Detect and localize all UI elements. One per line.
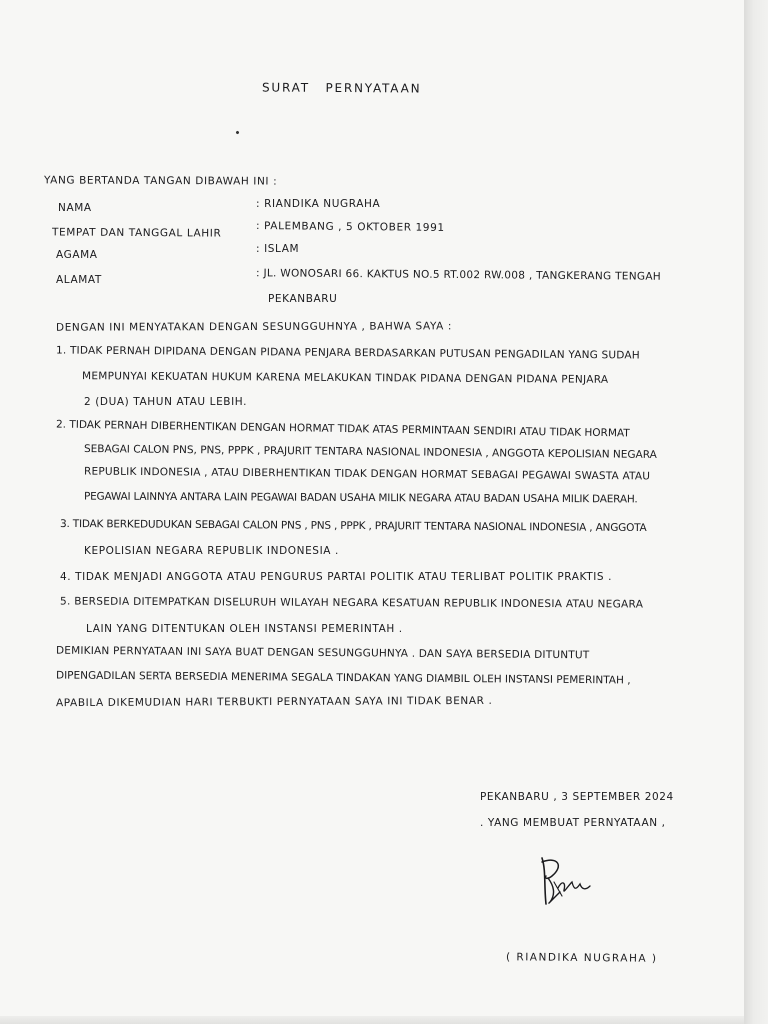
closing-line-3: APABILA DIKEMUDIAN HARI TERBUKTI PERNYATAAN SAYA INI TIDAK BENAR . (55, 694, 493, 710)
closing-line-2: DIPENGADILAN SERTA BERSEDIA MENERIMA SEGALA TINDAKAN YANG DIAMBIL OLEH INSTANSI PEMERINTAH , (55, 669, 631, 687)
nama-value: : RIANDIKA NUGRAHA (256, 198, 381, 210)
maker-label: . YANG MEMBUAT PERNYATAAN , (480, 817, 666, 829)
point-2-line-3: REPUBLIK INDONESIA , ATAU DIBERHENTIKAN TIDAK DENGAN HORMAT SEBAGAI PEGAWAI SWASTA ATAU (83, 465, 651, 483)
point-5-line-1: 5. BERSEDIA DITEMPATKAN DISELURUH WILAYAH NEGARA KESATUAN REPUBLIK INDONESIA ATAU NEGARA (59, 595, 644, 611)
agama-label: AGAMA (56, 249, 98, 261)
point-3-line-2: KEPOLISIAN NEGARA REPUBLIK INDONESIA . (84, 545, 339, 557)
point-2-line-1: 2. TIDAK PERNAH DIBERHENTIKAN DENGAN HORMAT TIDAK ATAS PERMINTAAN SENDIRI ATAU TIDAK HORMAT (55, 418, 630, 440)
point-4-line-1: 4. TIDAK MENJADI ANGGOTA ATAU PENGURUS PARTAI POLITIK ATAU TERLIBAT POLITIK PRAKTIS . (60, 571, 613, 583)
point-1-line-3: 2 (DUA) TAHUN ATAU LEBIH. (84, 396, 248, 408)
closing-line-1: DEMIKIAN PERNYATAAN INI SAYA BUAT DENGAN SESUNGGUHNYA . DAN SAYA BERSEDIA DITUNTUT (55, 644, 590, 662)
ttl-value: : PALEMBANG , 5 OKTOBER 1991 (255, 220, 445, 234)
alamat-value-line1: : JL. WONOSARI 66. KAKTUS NO.5 RT.002 RW.008 , TANGKERANG TENGAH (255, 267, 662, 283)
alamat-value-line2: PEKANBARU (268, 293, 338, 305)
point-5-line-2: LAIN YANG DITENTUKAN OLEH INSTANSI PEMERINTAH . (86, 623, 403, 635)
statement-intro: DENGAN INI MENYATAKAN DENGAN SESUNGGUHNYA , BAHWA SAYA : (55, 320, 453, 334)
point-2-line-4: PEGAWAI LAINNYA ANTARA LAIN PEGAWAI BADAN USAHA MILIK NEGARA ATAU BADAN USAHA MILIK DAERAH. (83, 490, 638, 506)
intro-line: YANG BERTANDA TANGAN DIBAWAH INI : (43, 174, 278, 188)
document-title: SURAT PERNYATAAN (261, 80, 422, 96)
point-2-line-2: SEBAGAI CALON PNS, PNS, PPPK , PRAJURIT TENTARA NASIONAL INDONESIA , ANGGOTA KEPOLISIAN NEGARA (83, 443, 657, 461)
point-3-line-1: 3. TIDAK BERKEDUDUKAN SEBAGAI CALON PNS , PNS , PPPK , PRAJURIT TENTARA NASIONAL INDONESIA , ANGGOTA (59, 517, 647, 535)
page-bottom-shadow (0, 1016, 744, 1024)
agama-value: : ISLAM (256, 243, 300, 255)
place-date: PEKANBARU , 3 SEPTEMBER 2024 (480, 791, 674, 803)
signer-name: ( RIANDIKA NUGRAHA ) (505, 951, 658, 965)
point-1-line-2: MEMPUNYAI KEKUATAN HUKUM KARENA MELAKUKAN TINDAK PIDANA DENGAN PIDANA PENJARA (81, 370, 609, 386)
alamat-label: ALAMAT (56, 274, 102, 286)
handwritten-signature (532, 852, 596, 912)
ttl-label: TEMPAT DAN TANGGAL LAHIR (51, 226, 222, 240)
point-1-line-1: 1. TIDAK PERNAH DIPIDANA DENGAN PIDANA PENJARA BERDASARKAN PUTUSAN PENGADILAN YANG SUDAH (55, 344, 640, 362)
page-edge-shadow (744, 0, 768, 1024)
nama-label: NAMA (58, 202, 92, 214)
